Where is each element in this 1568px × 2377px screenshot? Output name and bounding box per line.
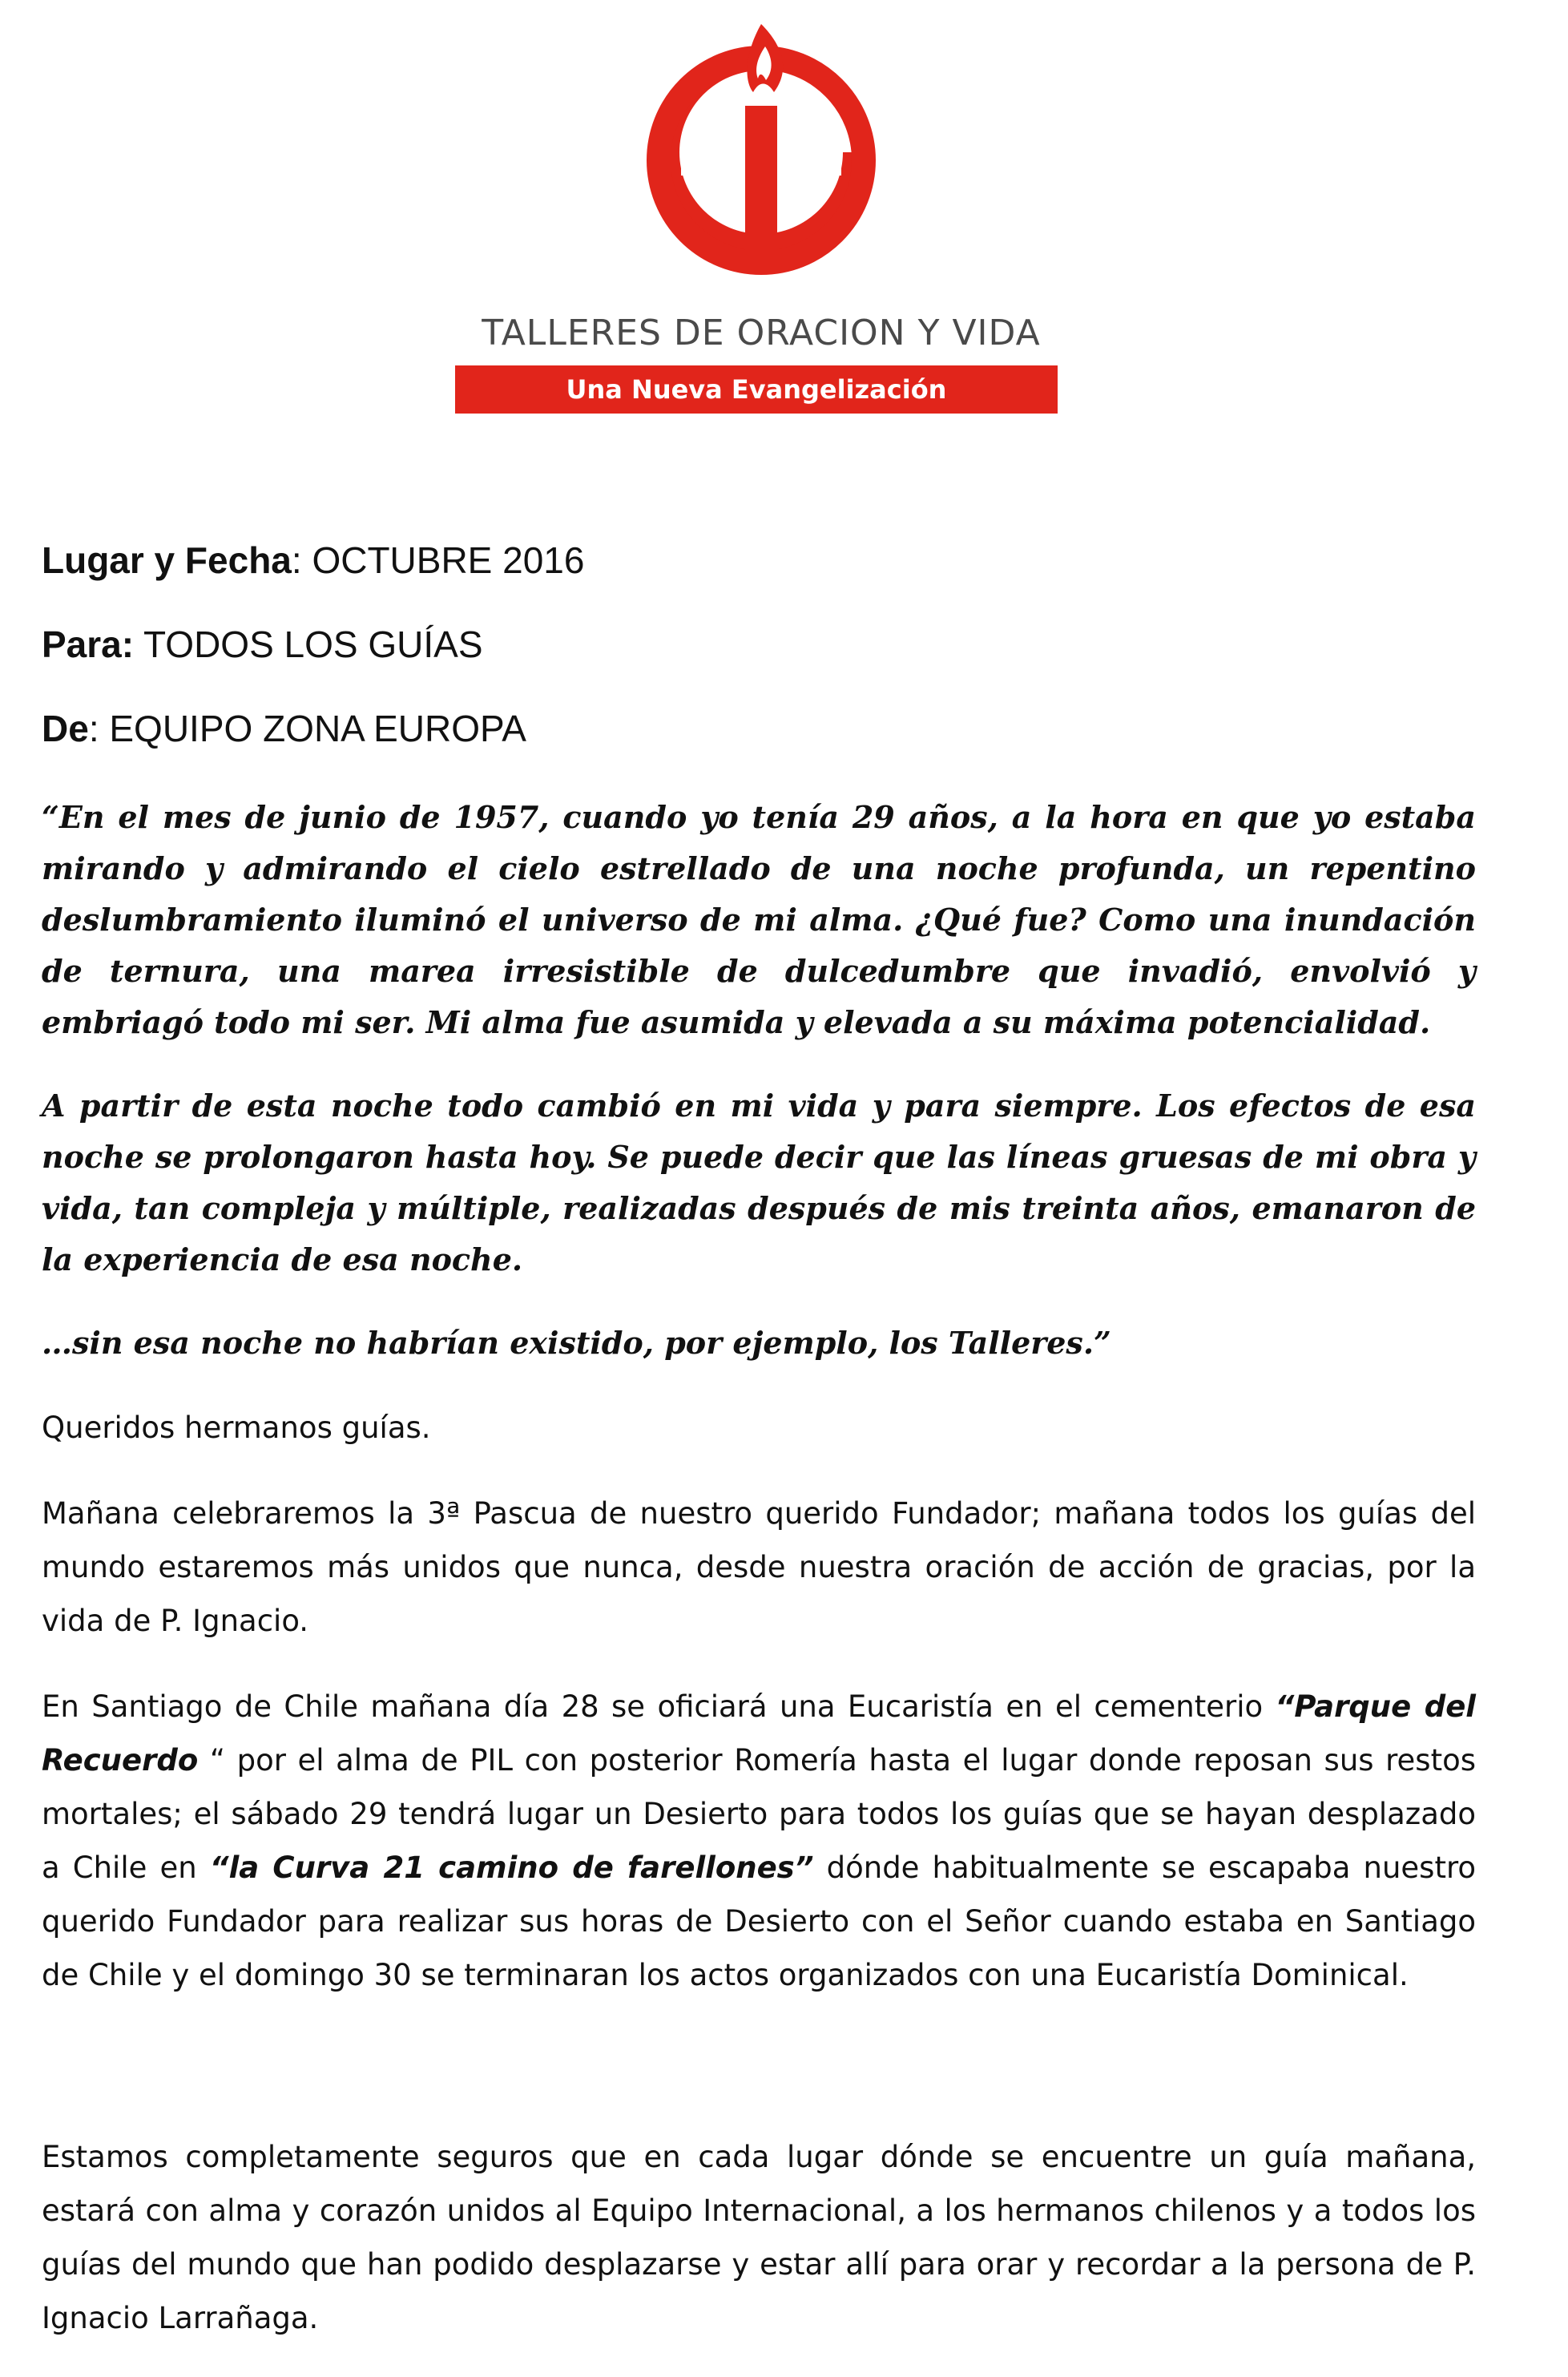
place-date-label: Lugar y Fecha [42, 539, 292, 581]
body-p2-part-c: “ por el alma de PIL con posterior Romería hasta el lugar donde reposan sus restos mortales; el sábado 29 tendrá lugar un Desierto para todos los guías que se hayan desplazado a Chile en [42, 1742, 1476, 1885]
from-sep: : [88, 708, 110, 750]
to-value: TODOS LOS GUÍAS [134, 624, 483, 666]
place-date-value: OCTUBRE 2016 [312, 539, 585, 581]
to-label: Para: [42, 624, 135, 666]
brand-tagline: Una Nueva Evangelización [455, 365, 1058, 414]
greeting: Queridos hermanos guías. [42, 1410, 431, 1445]
from-label: De [42, 708, 89, 750]
body-p2-part-d: “la Curva 21 camino de farellones” [209, 1850, 814, 1885]
body-p2-part-a: En Santiago de Chile mañana día 28 se oficiará una Eucaristía en el cementerio [42, 1689, 1276, 1724]
place-date-sep: : [291, 539, 312, 581]
place-date-line [42, 539, 1476, 583]
body-paragraph-1: Mañana celebraremos la 3ª Pascua de nuestro querido Fundador; mañana todos los guías del mundo estaremos más unidos que nunca, desde nuestra oración de acción de gracias, por la vida de P. Ignacio. [42, 1495, 1476, 1638]
brand-name: TALLERES DE ORACION Y VIDA [482, 313, 1041, 353]
spacer [42, 2034, 1476, 2130]
body-p2-part-b: “Parque del Recuerdo [42, 1689, 1476, 1778]
organization-logo [449, 16, 1074, 465]
body-paragraph-3: Estamos completamente seguros que en cada lugar dónde se encuentre un guía mañana, estará con alma y corazón unidos al Equipo Internacional, a los hermanos chilenos y a todos los guías del mundo que han podido desplazarse y estar allí para orar y recordar a la persona de P. Ignacio Larrañaga. [42, 2139, 1476, 2335]
from-value: EQUIPO ZONA EUROPA [109, 708, 526, 750]
flame-cross-emblem-icon [625, 16, 897, 289]
quote-paragraph-3: …sin esa noche no habrían existido, por ejemplo, los Talleres.” [42, 1324, 1111, 1361]
quote-paragraph-1: “En el mes de junio de 1957, cuando yo tenía 29 años, a la hora en que yo estaba mirando y admirando el cielo estrellado de una noche profunda, un repentino deslumbramiento iluminó el universo de mi alma. ¿Qué fue? Como una inundación de ternura, una marea irresistible de dulcedumbre que invadió, envolvió y embriagó todo mi ser. Mi alma fue asumida y elevada a su máxima potencialidad. [42, 798, 1476, 1040]
quote-paragraph-2: A partir de esta noche todo cambió en mi vida y para siempre. Los efectos de esa noche se prolongaron hasta hoy. Se puede decir que las líneas gruesas de mi obra y vida, tan compleja y múltiple, realizadas después de mis treinta años, emanaron de la experiencia de esa noche. [42, 1087, 1476, 1277]
to-line [42, 623, 1476, 667]
body-p2-part-e: dónde habitualmente se escapaba nuestro querido Fundador para realizar sus horas de Desierto con el Señor cuando estaba en Santiago de Chile y el domingo 30 se terminaran los actos organizados con una Eucaristía Dominical. [42, 1850, 1477, 1992]
from-line [42, 707, 1476, 751]
letter-content [42, 539, 1476, 2377]
body-paragraph-2 [42, 1680, 1476, 2002]
